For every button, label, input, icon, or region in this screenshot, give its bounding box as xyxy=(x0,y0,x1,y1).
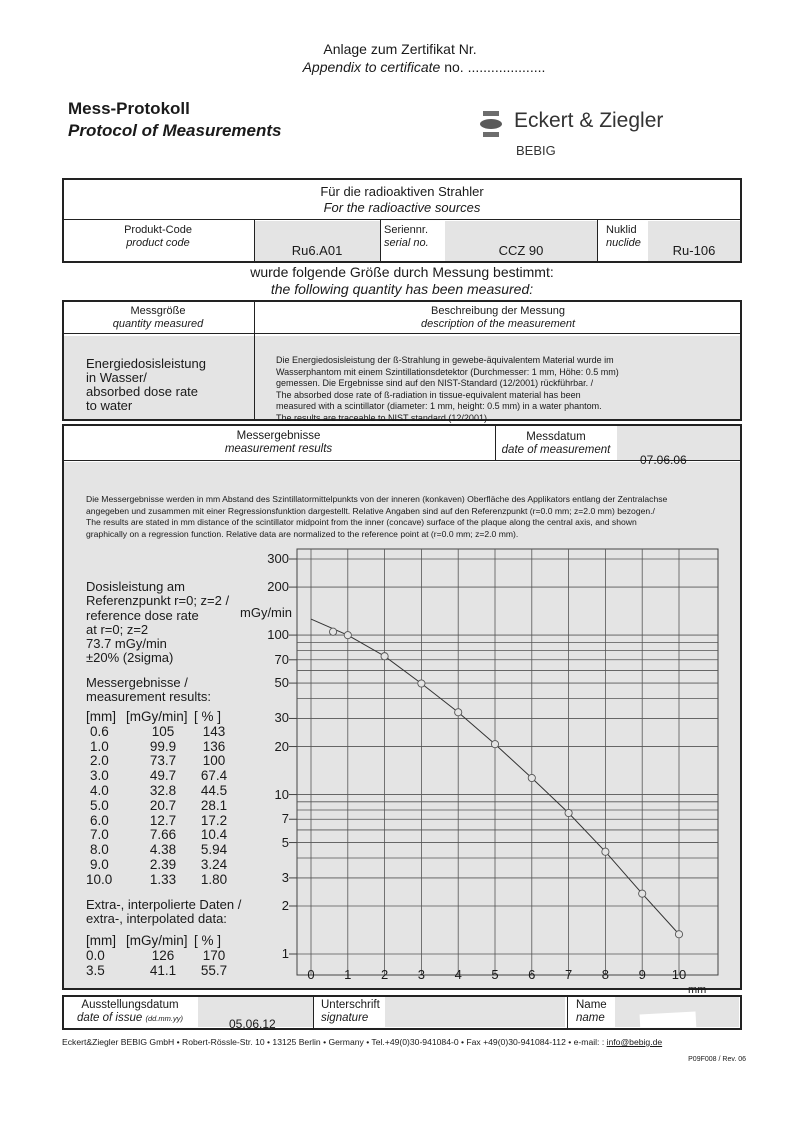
cell-dose-rate: 20.7 xyxy=(149,797,177,813)
cell-distance: 8.0 xyxy=(90,842,109,858)
nuclide-label-de: Nuklid xyxy=(606,224,637,236)
extra-data-title xyxy=(86,898,241,927)
divider xyxy=(62,333,742,334)
x-tick-label: 0 xyxy=(307,967,315,982)
quantity-label xyxy=(62,305,254,331)
measurement-date-label-en: date of measurement xyxy=(501,444,611,456)
nuclide-label xyxy=(606,224,641,250)
sources-title-en: For the radioactive sources xyxy=(323,200,481,215)
cell-distance: 6.0 xyxy=(90,812,109,828)
cell-dose-rate: 49.7 xyxy=(149,768,177,784)
table-row xyxy=(86,873,234,888)
reference-line: at r=0; z=2 xyxy=(86,621,149,637)
signature-label xyxy=(321,999,380,1025)
table-row xyxy=(86,725,234,740)
product-code-label xyxy=(62,224,254,250)
cell-percent: 5.94 xyxy=(200,842,228,858)
column-header: [mm] xyxy=(86,709,116,724)
table-row xyxy=(86,814,234,829)
cell-percent: 10.4 xyxy=(200,827,228,843)
x-tick-label: 9 xyxy=(638,967,646,982)
cell-percent: 1.80 xyxy=(200,871,228,887)
appendix-heading xyxy=(240,40,560,76)
product-code-value: Ru6.A01 xyxy=(291,243,343,258)
cell-percent: 55.7 xyxy=(200,962,228,978)
description-label xyxy=(254,305,742,331)
logo-name: Eckert & Ziegler xyxy=(514,109,664,132)
name-label-en: name xyxy=(576,1012,605,1024)
logo-sub: BEBIG xyxy=(516,143,556,158)
issue-date-value: 05.06.12 xyxy=(229,1017,276,1031)
divider xyxy=(597,219,598,262)
signature-label-en: signature xyxy=(321,1012,369,1024)
cell-percent: 44.5 xyxy=(200,782,228,798)
cell-dose-rate: 2.39 xyxy=(149,856,177,872)
cell-distance: 3.5 xyxy=(86,962,105,978)
column-header: [ % ] xyxy=(194,933,222,948)
measured-title-line: Messergebnisse / xyxy=(86,675,188,690)
table-row xyxy=(86,858,234,873)
y-tick-label: 300 xyxy=(267,551,289,566)
measured-results-table xyxy=(86,710,234,888)
measurement-date-label xyxy=(495,431,617,457)
cell-dose-rate: 99.9 xyxy=(149,738,177,754)
table-row xyxy=(86,769,234,784)
serial-label xyxy=(384,224,429,250)
sources-title-de: Für die radioaktiven Strahler xyxy=(320,184,484,199)
extra-title-line: Extra-, interpolierte Daten / xyxy=(86,897,242,912)
y-tick-label: 20 xyxy=(274,738,289,754)
cell-distance: 5.0 xyxy=(90,797,109,813)
form-id: P09F008 / Rev. 06 xyxy=(688,1056,746,1063)
quantity-line: to water xyxy=(86,398,133,413)
x-tick-label: 6 xyxy=(528,967,536,982)
results-label-en: measurement results xyxy=(224,443,333,455)
x-tick-label: 8 xyxy=(601,967,609,982)
nuclide-label-en: nuclide xyxy=(606,237,641,249)
serial-value: CCZ 90 xyxy=(498,243,544,258)
reference-dose-info xyxy=(86,580,229,666)
table-row xyxy=(86,843,234,858)
cell-dose-rate: 105 xyxy=(151,723,175,739)
cell-dose-rate: 126 xyxy=(151,947,175,963)
x-tick-label: 10 xyxy=(671,967,687,982)
quantity-intro-de: wurde folgende Größe durch Messung bestimmt: xyxy=(250,264,554,280)
explanation-line: angegeben und zusammen mit einer Regressionsfunktion dargestellt. Relative Angaben sind auf den Referenzpunkt (r=0.0 mm; z=2.0 mm) bezogen./ xyxy=(86,505,655,516)
divider xyxy=(380,219,381,262)
table-row xyxy=(86,754,234,769)
y-tick-label: 3 xyxy=(281,869,289,885)
certificate-number: no. .................... xyxy=(444,59,546,75)
cell-percent: 143 xyxy=(202,723,226,739)
reference-line: 73.7 mGy/min xyxy=(86,636,167,652)
cell-distance: 1.0 xyxy=(90,738,109,754)
quantity-line: absorbed dose rate xyxy=(86,384,199,399)
x-axis-label: mm xyxy=(688,984,707,996)
cell-dose-rate: 41.1 xyxy=(149,962,177,978)
explanation-line: The results are stated in mm distance of the scintillator midpoint from the inner (concave) surface of the plaque along the central axis, and shown xyxy=(86,517,637,527)
y-tick-label: 10 xyxy=(274,786,289,802)
description-line: The absorbed dose rate of ß-radiation in tissue-equivalent material has been xyxy=(276,389,581,400)
column-header: [mGy/min] xyxy=(126,933,188,948)
cell-dose-rate: 12.7 xyxy=(149,812,177,828)
cell-percent: 17.2 xyxy=(200,812,228,828)
address-text: Eckert&Ziegler BEBIG GmbH • Robert-Rössle-Str. 10 • 13125 Berlin • Germany • Tel.+49(0)30-941084-0 • Fax +49(0)30-941084-112 • e-mail: : xyxy=(62,1037,605,1047)
issue-date-label xyxy=(62,999,198,1025)
cell-distance: 10.0 xyxy=(86,871,113,887)
document-title xyxy=(68,98,282,142)
name-label xyxy=(576,999,607,1025)
cell-distance: 2.0 xyxy=(90,753,109,769)
quantity-intro xyxy=(62,264,742,298)
quantity-text xyxy=(86,357,206,413)
table-row xyxy=(86,740,234,755)
measured-title-line: measurement results: xyxy=(86,689,211,705)
cell-percent: 170 xyxy=(202,947,226,963)
quantity-line: Energiedosisleistung xyxy=(86,356,206,371)
signature-label-de: Unterschrift xyxy=(321,999,380,1011)
cell-percent: 3.24 xyxy=(200,856,228,872)
y-tick-label: 1 xyxy=(281,946,289,961)
results-explanation xyxy=(86,494,667,540)
divider xyxy=(567,995,568,1030)
table-row xyxy=(86,799,234,814)
reference-line: reference dose rate xyxy=(86,607,199,623)
quantity-line: in Wasser/ xyxy=(86,370,147,385)
company-logo xyxy=(480,103,680,163)
table-row xyxy=(86,949,234,964)
extra-data-table xyxy=(86,934,234,978)
results-label xyxy=(62,430,495,456)
quantity-intro-en: the following quantity has been measured: xyxy=(270,281,534,297)
cell-distance: 4.0 xyxy=(90,782,109,798)
explanation-line: Die Messergebnisse werden in mm Abstand des Szintillatormittelpunkts von der inneren (konkaven) Oberfläche des Applikators entlang der Zentralachse xyxy=(86,494,668,504)
quantity-label-en: quantity measured xyxy=(112,318,204,330)
product-code-label-de: Produkt-Code xyxy=(124,224,192,236)
serial-label-de: Seriennr. xyxy=(384,224,429,236)
title-de: Mess-Protokoll xyxy=(68,99,190,118)
measured-results-title xyxy=(86,676,211,705)
eckert-ziegler-logo-icon xyxy=(480,111,502,137)
cell-percent: 67.4 xyxy=(200,768,228,784)
reference-line: ±20% (2sigma) xyxy=(86,650,174,666)
issue-date-label-de: Ausstellungsdatum xyxy=(81,999,179,1011)
quantity-label-de: Messgröße xyxy=(130,305,186,317)
cell-percent: 100 xyxy=(202,753,226,769)
column-header: [mm] xyxy=(86,933,116,948)
y-tick-label: 30 xyxy=(274,710,289,726)
x-tick-label: 3 xyxy=(417,967,425,982)
cell-distance: 7.0 xyxy=(90,827,109,843)
x-tick-label: 7 xyxy=(564,967,573,982)
cell-distance: 3.0 xyxy=(90,768,109,784)
table-header xyxy=(86,710,234,725)
cell-dose-rate: 1.33 xyxy=(149,871,177,887)
cell-dose-rate: 73.7 xyxy=(149,753,177,769)
table-header xyxy=(86,934,234,949)
measurement-date-label-de: Messdatum xyxy=(526,431,586,443)
table-row xyxy=(86,964,234,979)
description-label-de: Beschreibung der Messung xyxy=(431,305,565,317)
cell-distance: 9.0 xyxy=(90,856,109,872)
y-tick-label: 70 xyxy=(274,651,289,667)
reference-line: Referenzpunkt r=0; z=2 / xyxy=(86,593,230,609)
table-row xyxy=(86,784,234,799)
email-link[interactable]: info@bebig.de xyxy=(606,1037,663,1047)
x-tick-label: 2 xyxy=(380,967,389,982)
appendix-label-de: Anlage zum Zertifikat Nr. xyxy=(323,41,477,57)
cell-percent: 28.1 xyxy=(200,797,228,813)
description-line: gemessen. Die Ergebnisse sind auf den NIST-Standard (12/2001) rückführbar. / xyxy=(276,378,594,389)
title-en: Protocol of Measurements xyxy=(68,121,282,140)
name-label-de: Name xyxy=(576,999,607,1011)
measurement-date-value: 07.06.06 xyxy=(640,453,687,467)
company-address xyxy=(62,1037,662,1047)
divider xyxy=(313,995,314,1030)
column-header: [mGy/min] xyxy=(126,709,188,724)
y-tick-label: 5 xyxy=(281,834,289,850)
sources-title xyxy=(62,184,742,216)
x-tick-label: 5 xyxy=(491,967,499,982)
reference-line: Dosisleistung am xyxy=(86,579,185,594)
cell-distance: 0.0 xyxy=(86,947,105,963)
description-line: measured with a scintillator (diameter: 1 mm, height: 0.5 mm) in a water phantom. xyxy=(276,401,602,412)
appendix-label-en-row xyxy=(240,58,560,76)
appendix-label-en: Appendix to certificate xyxy=(302,59,441,75)
results-label-de: Messergebnisse xyxy=(236,430,321,442)
cell-dose-rate: 4.38 xyxy=(149,842,177,858)
y-tick-label: 200 xyxy=(267,579,289,595)
y-tick-label: 50 xyxy=(274,675,289,691)
description-line: Wasserphantom mit einem Szintillationsdetektor (Durchmesser: 1 mm, Höhe: 0.5 mm) xyxy=(276,366,619,377)
y-axis-label: mGy/min xyxy=(240,605,292,620)
cell-dose-rate: 32.8 xyxy=(149,782,177,798)
y-tick-label: 100 xyxy=(267,627,289,643)
serial-label-en: serial no. xyxy=(384,237,429,249)
description-text xyxy=(276,355,619,425)
product-code-label-en: product code xyxy=(126,237,190,249)
issue-date-format: (dd.mm.yy) xyxy=(145,1014,183,1023)
divider xyxy=(62,219,742,220)
cell-percent: 136 xyxy=(202,738,226,754)
description-line: The results are traceable to NIST standard (12/2001). xyxy=(276,412,490,423)
description-label-en: description of the measurement xyxy=(420,318,576,330)
table-row xyxy=(86,828,234,843)
x-tick-label: 1 xyxy=(344,967,352,982)
x-tick-label: 4 xyxy=(454,967,462,982)
y-tick-label: 2 xyxy=(281,897,289,913)
cell-distance: 0.6 xyxy=(90,723,109,739)
description-line: Die Energiedosisleistung der ß-Strahlung in gewebe-äquivalentem Material wurde im xyxy=(276,355,614,365)
column-header: [ % ] xyxy=(194,709,222,724)
y-tick-label: 7 xyxy=(281,811,289,827)
explanation-line: graphically on a regression function. Relative data are normalized to the reference point at (r=0.0 mm; z=2.0 mm). xyxy=(86,528,519,539)
nuclide-value: Ru-106 xyxy=(672,243,716,258)
issue-date-label-en: date of issue xyxy=(77,1012,143,1024)
cell-dose-rate: 7.66 xyxy=(149,827,177,843)
extra-title-line: extra-, interpolated data: xyxy=(86,911,227,927)
